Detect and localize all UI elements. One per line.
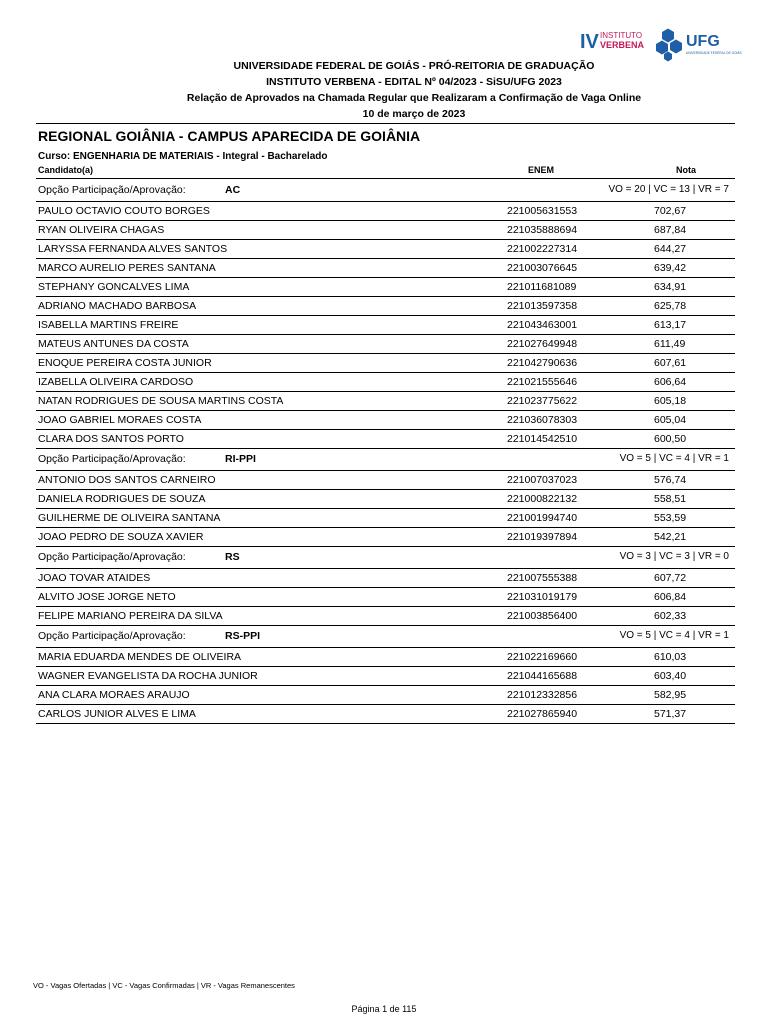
option-group-header — [36, 626, 735, 648]
document-header — [0, 58, 768, 122]
option-code: AC — [225, 184, 241, 196]
verbena-mark: IV — [580, 31, 599, 53]
enem-number: 221043463001 — [507, 319, 578, 331]
candidate-name: JOAO GABRIEL MORAES COSTA — [38, 414, 202, 426]
score: 644,27 — [654, 243, 687, 255]
candidate-name: ALVITO JOSE JORGE NETO — [38, 591, 176, 603]
table-row — [36, 412, 735, 430]
table-row — [36, 241, 735, 259]
enem-number: 221003076645 — [507, 262, 578, 274]
enem-number: 221000822132 — [507, 493, 578, 505]
score: 542,21 — [654, 531, 687, 543]
header-line-2: INSTITUTO VERBENA - EDITAL Nº 04/2023 - SiSU/UFG 2023 — [266, 76, 562, 88]
candidate-name: ANTONIO DOS SANTOS CARNEIRO — [38, 474, 216, 486]
table-row — [36, 393, 735, 411]
enem-number: 221031019179 — [507, 591, 578, 603]
ufg-text: UFG — [686, 33, 720, 50]
candidate-name: MARIA EDUARDA MENDES DE OLIVEIRA — [38, 651, 242, 663]
candidate-name: LARYSSA FERNANDA ALVES SANTOS — [38, 243, 228, 255]
option-code: RI-PPI — [225, 453, 256, 465]
option-label: Opção Participação/Aprovação: — [38, 453, 186, 465]
option-group-header — [36, 547, 735, 569]
candidate-name: CLARA DOS SANTOS PORTO — [38, 433, 184, 445]
table-row — [36, 260, 735, 278]
candidate-name: RYAN OLIVEIRA CHAGAS — [38, 224, 165, 236]
candidate-name: ENOQUE PEREIRA COSTA JUNIOR — [38, 357, 212, 369]
enem-number: 221013597358 — [507, 300, 578, 312]
option-label: Opção Participação/Aprovação: — [38, 184, 186, 196]
footer-legend: VO - Vagas Ofertadas | VC - Vagas Confirmadas | VR - Vagas Remanescentes — [33, 981, 295, 990]
enem-number: 221035888694 — [507, 224, 578, 236]
score: 687,84 — [654, 224, 687, 236]
enem-number: 221012332856 — [507, 689, 578, 701]
option-code: RS — [225, 551, 240, 563]
candidate-name: MATEUS ANTUNES DA COSTA — [38, 338, 189, 350]
score: 607,72 — [654, 572, 687, 584]
table-row — [36, 317, 735, 335]
score: 600,50 — [654, 433, 687, 445]
score: 602,33 — [654, 610, 687, 622]
enem-number: 221027649948 — [507, 338, 578, 350]
table-row — [36, 570, 735, 588]
enem-number: 221022169660 — [507, 651, 578, 663]
column-header-candidato: Candidato(a) — [38, 165, 93, 175]
score: 634,91 — [654, 281, 687, 293]
score: 607,61 — [654, 357, 687, 369]
score: 571,37 — [654, 708, 687, 720]
vacancy-summary: VO = 5 | VC = 4 | VR = 1 — [619, 630, 729, 641]
candidate-name: ADRIANO MACHADO BARBOSA — [38, 300, 197, 312]
header-line-1: UNIVERSIDADE FEDERAL DE GOIÁS - PRÓ-REITORIA DE GRADUAÇÃO — [233, 60, 595, 72]
ufg-subtext: UNIVERSIDADE FEDERAL DE GOIÁS — [686, 51, 742, 55]
column-header-enem: ENEM — [528, 165, 555, 175]
table-row — [36, 649, 735, 667]
table-row — [36, 355, 735, 373]
instituto-verbena-logo — [580, 31, 645, 53]
table-row — [36, 491, 735, 509]
score: 613,17 — [654, 319, 687, 331]
score: 558,51 — [654, 493, 687, 505]
candidate-name: NATAN RODRIGUES DE SOUSA MARTINS COSTA — [38, 395, 284, 407]
table-row — [36, 222, 735, 240]
option-group-header — [36, 449, 735, 471]
column-headers — [36, 164, 735, 179]
course-title: Curso: ENGENHARIA DE MATERIAIS - Integral - Bacharelado — [38, 151, 328, 162]
candidate-name: WAGNER EVANGELISTA DA ROCHA JUNIOR — [38, 670, 258, 682]
score: 639,42 — [654, 262, 687, 274]
table-row — [36, 668, 735, 686]
score: 611,49 — [654, 338, 686, 350]
candidate-name: STEPHANY GONCALVES LIMA — [38, 281, 190, 293]
enem-number: 221002227314 — [507, 243, 578, 255]
score: 702,67 — [654, 205, 687, 217]
enem-number: 221019397894 — [507, 531, 578, 543]
option-label: Opção Participação/Aprovação: — [38, 630, 186, 642]
enem-number: 221044165688 — [507, 670, 578, 682]
enem-number: 221011681089 — [507, 281, 577, 293]
score: 610,03 — [654, 651, 687, 663]
candidate-name: GUILHERME DE OLIVEIRA SANTANA — [38, 512, 221, 524]
candidate-name: ANA CLARA MORAES ARAUJO — [38, 689, 190, 701]
enem-number: 221007037023 — [507, 474, 578, 486]
table-row — [36, 203, 735, 221]
vacancy-summary: VO = 3 | VC = 3 | VR = 0 — [619, 551, 729, 562]
enem-number: 221003856400 — [507, 610, 578, 622]
option-code: RS-PPI — [225, 630, 261, 642]
regional-title: REGIONAL GOIÂNIA - CAMPUS APARECIDA DE GOIÂNIA — [38, 128, 421, 144]
score: 582,95 — [654, 689, 687, 701]
enem-number: 221007555388 — [507, 572, 578, 584]
table-row — [36, 529, 735, 547]
table-row — [36, 687, 735, 705]
column-header-nota: Nota — [676, 165, 696, 175]
enem-number: 221014542510 — [507, 433, 578, 445]
table-row — [36, 431, 735, 449]
table-row — [36, 589, 735, 607]
vacancy-summary: VO = 5 | VC = 4 | VR = 1 — [619, 453, 729, 464]
enem-number: 221001994740 — [507, 512, 578, 524]
enem-number: 221005631553 — [507, 205, 578, 217]
candidate-name: FELIPE MARIANO PEREIRA DA SILVA — [38, 610, 223, 622]
score: 553,59 — [654, 512, 687, 524]
enem-number: 221036078303 — [507, 414, 578, 426]
option-label: Opção Participação/Aprovação: — [38, 551, 186, 563]
option-group-header — [36, 180, 735, 202]
candidate-name: ISABELLA MARTINS FREIRE — [38, 319, 179, 331]
enem-number: 221027865940 — [507, 708, 578, 720]
header-line-3: Relação de Aprovados na Chamada Regular que Realizaram a Confirmação de Vaga Online — [186, 92, 642, 104]
candidate-name: PAULO OCTAVIO COUTO BORGES — [38, 205, 210, 217]
table-row — [36, 608, 735, 626]
enem-number: 221021555646 — [507, 376, 578, 388]
enem-number: 221023775622 — [507, 395, 578, 407]
score: 625,78 — [654, 300, 687, 312]
table-row — [36, 336, 735, 354]
page-number: Página 1 de 115 — [351, 1004, 417, 1014]
score: 576,74 — [654, 474, 687, 486]
header-divider — [36, 123, 735, 124]
table-row — [36, 374, 735, 392]
candidate-name: MARCO AURELIO PERES SANTANA — [38, 262, 216, 274]
candidate-name: CARLOS JUNIOR ALVES E LIMA — [38, 708, 196, 720]
table-row — [36, 298, 735, 316]
table-row — [36, 472, 735, 490]
header-line-4: 10 de março de 2023 — [362, 108, 466, 120]
candidate-name: IZABELLA OLIVEIRA CARDOSO — [38, 376, 194, 388]
results-table — [36, 180, 735, 724]
score: 605,04 — [654, 414, 687, 426]
ufg-logo — [656, 29, 742, 62]
score: 605,18 — [654, 395, 687, 407]
candidate-name: DANIELA RODRIGUES DE SOUZA — [38, 493, 206, 505]
vacancy-summary: VO = 20 | VC = 13 | VR = 7 — [608, 184, 729, 195]
table-row — [36, 510, 735, 528]
score: 606,84 — [654, 591, 687, 603]
enem-number: 221042790636 — [507, 357, 578, 369]
score: 606,64 — [654, 376, 687, 388]
table-row — [36, 279, 735, 297]
verbena-text-2: VERBENA — [600, 40, 645, 50]
table-row — [36, 706, 735, 724]
candidate-name: JOAO PEDRO DE SOUZA XAVIER — [38, 531, 204, 543]
candidate-name: JOAO TOVAR ATAIDES — [38, 572, 151, 584]
score: 603,40 — [654, 670, 687, 682]
verbena-text-1: INSTITUTO — [600, 31, 643, 40]
